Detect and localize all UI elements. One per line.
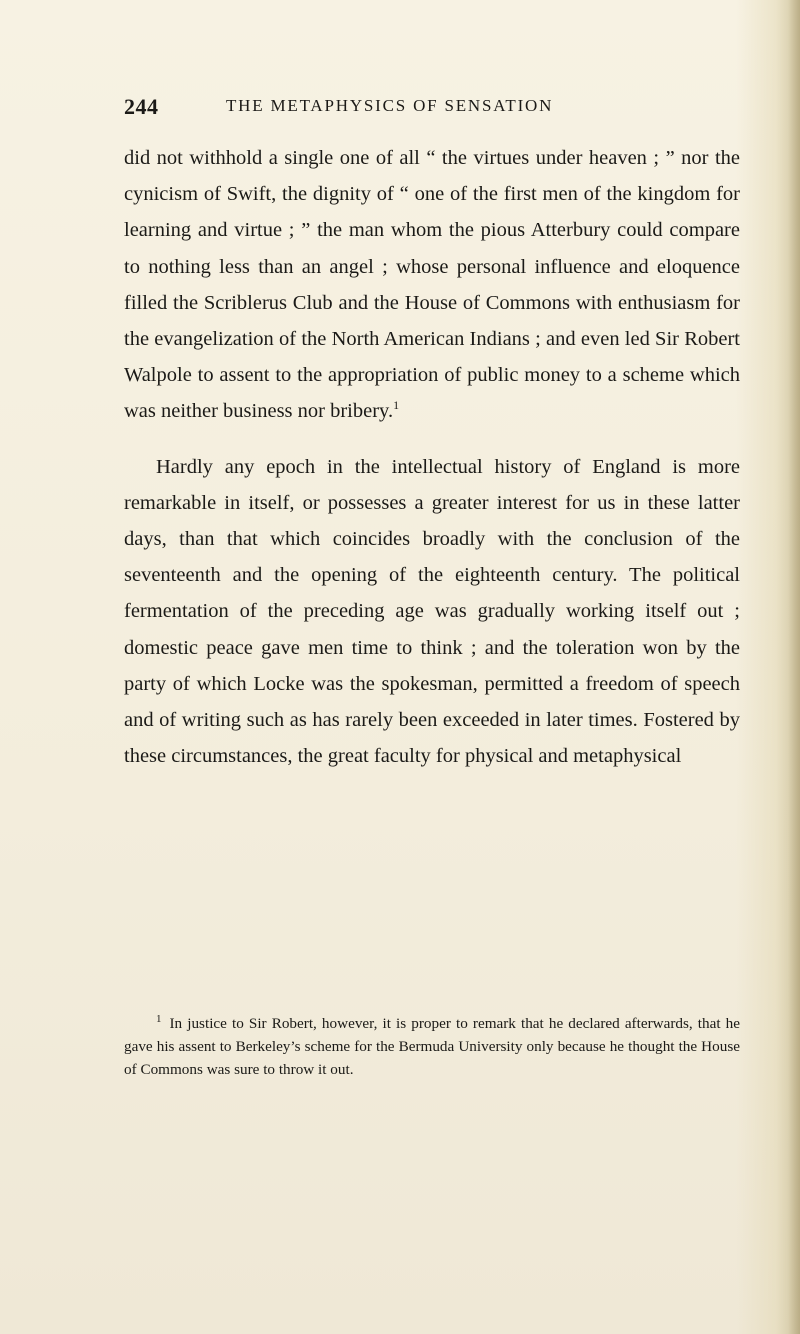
running-title: THE METAPHYSICS OF SENSATION — [226, 96, 554, 115]
paragraph-text: Hardly any epoch in the intellectual history of England is more remarkable in itself, or possesses a greater interest for us in these latter days, than that which coincides broadly with the conclusion of the seventeenth and the opening of the eighteenth century. The political fermentation of the preceding age was gradually working itself out ; domestic peace gave men time to think ; and the toleration won by the party of which Locke was the spokesman, permitted a freedom of speech and of writing such as has rarely been exceeded in later times. Fostered by these circumstances, the great faculty for physical and metaphysical — [124, 455, 740, 768]
page-header — [124, 94, 744, 128]
body-text — [124, 140, 740, 774]
paragraph — [124, 449, 740, 775]
paragraph-text: did not withhold a single one of all “ the virtues under heaven ; ” nor the cynicism of Swift, the dignity of “ one of the first men of the kingdom for learning and virtue ; ” the man whom the pious Atterbury could compare to nothing less than an angel ; whose personal influence and eloquence filled the Scriblerus Club and the House of Commons with enthusiasm for the evangelization of the North American Indians ; and even led Sir Robert Walpole to assent to the appropriation of public money to a scheme which was neither business nor bribery. — [124, 147, 740, 423]
footnote-marker: 1 — [156, 1012, 162, 1025]
page-number: 244 — [124, 94, 159, 119]
footnote — [124, 1013, 740, 1081]
paragraph — [124, 140, 740, 430]
footnote-reference: 1 — [393, 398, 400, 413]
page-edge-shadow — [788, 0, 800, 1334]
footnote-text: In justice to Sir Robert, however, it is proper to remark that he declared afterwards, that he gave his assent to Berkeley’s scheme for the Bermuda University only because he thought the House of Commons was sure to throw it out. — [124, 1015, 740, 1078]
